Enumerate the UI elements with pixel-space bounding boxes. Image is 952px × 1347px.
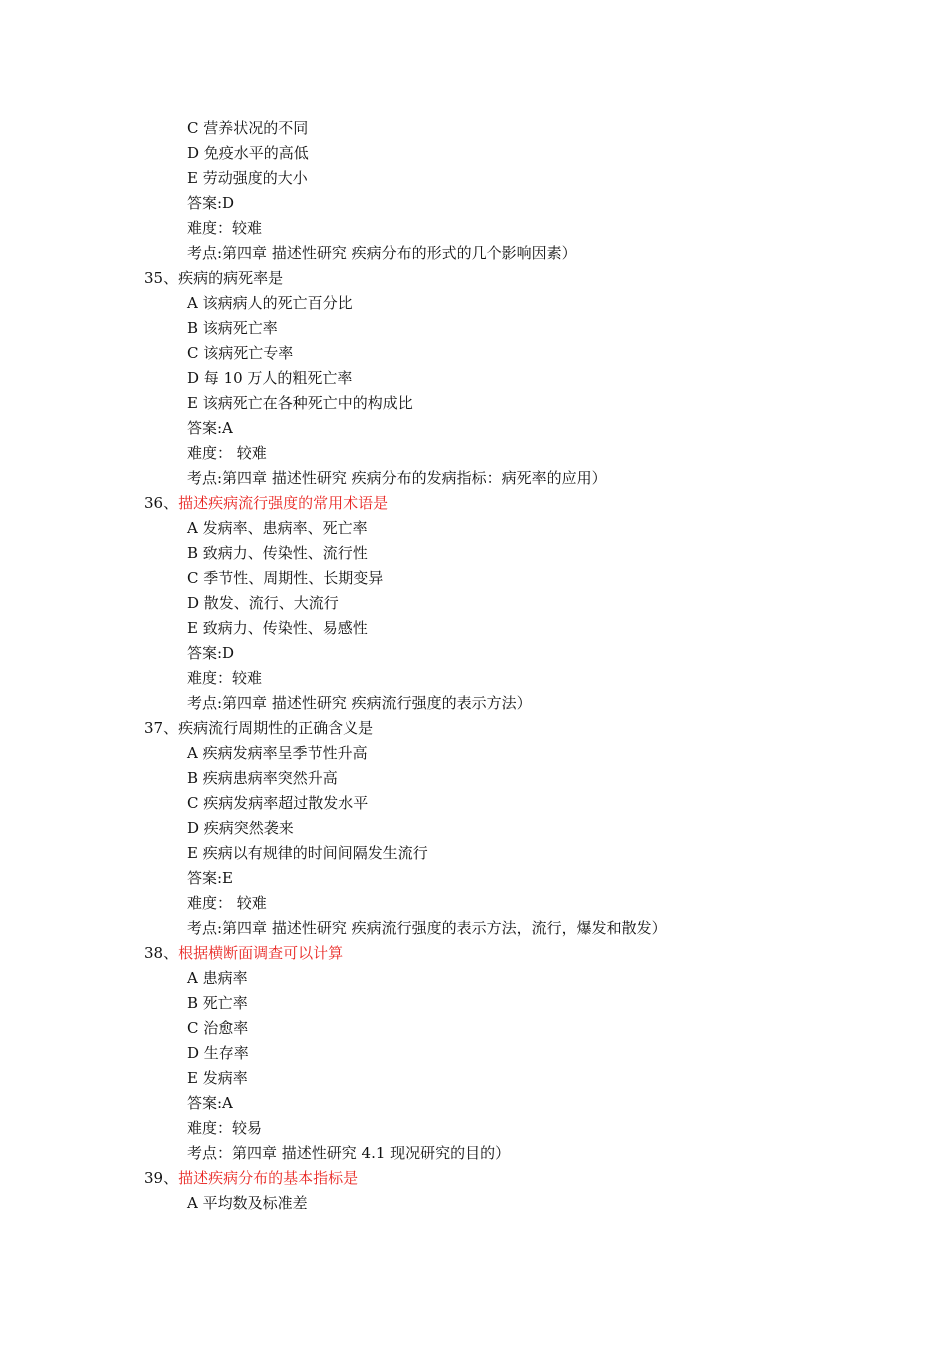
option-line: C 疾病发病率超过散发水平: [187, 794, 369, 812]
question-stem: [0, 941, 952, 966]
question-stem: [0, 716, 952, 741]
exam-point-line: 考点:第四章 描述性研究 疾病流行强度的表示方法）: [187, 694, 532, 712]
option-line: A 平均数及标准差: [187, 1194, 308, 1212]
question-number: 38、: [144, 944, 179, 962]
option-line: B 致病力、传染性、流行性: [187, 544, 368, 562]
question-38: [0, 941, 952, 1166]
question-text: 疾病流行周期性的正确含义是: [178, 719, 374, 737]
option-line: D 免疫水平的高低: [187, 144, 309, 162]
question-stem: [0, 491, 952, 516]
question-37: [0, 716, 952, 941]
question-number: 39、: [144, 1169, 179, 1187]
option-line: D 每 10 万人的粗死亡率: [187, 369, 353, 387]
exam-point-line: 考点:第四章 描述性研究 疾病流行强度的表示方法，流行，爆发和散发）: [187, 919, 667, 937]
question-text-highlighted: 根据横断面调查可以计算: [178, 944, 344, 962]
question-34-tail: [0, 116, 952, 266]
exam-point-line: 考点:第四章 描述性研究 疾病分布的形式的几个影响因素）: [187, 244, 577, 262]
option-line: A 发病率、患病率、死亡率: [187, 519, 368, 537]
option-line: E 劳动强度的大小: [187, 169, 308, 187]
difficulty-line: 难度： 较难: [187, 894, 267, 912]
difficulty-line: 难度： 较难: [187, 444, 267, 462]
question-35: [0, 266, 952, 491]
difficulty-line: 难度：较难: [187, 669, 263, 687]
question-36: [0, 491, 952, 716]
answer-line: 答案:D: [187, 194, 235, 212]
question-stem: [0, 266, 952, 291]
option-line: A 患病率: [187, 969, 248, 987]
option-line: D 生存率: [187, 1044, 249, 1062]
option-line: A 疾病发病率呈季节性升高: [187, 744, 368, 762]
question-text: 疾病的病死率是: [178, 269, 284, 287]
question-text-highlighted: 描述疾病分布的基本指标是: [178, 1169, 359, 1187]
option-line: C 治愈率: [187, 1019, 249, 1037]
question-number: 37、: [144, 719, 179, 737]
question-text-highlighted: 描述疾病流行强度的常用术语是: [178, 494, 389, 512]
option-line: B 死亡率: [187, 994, 248, 1012]
question-number: 36、: [144, 494, 179, 512]
option-line: E 该病死亡在各种死亡中的构成比: [187, 394, 413, 412]
option-line: C 该病死亡专率: [187, 344, 294, 362]
answer-line: 答案:E: [187, 869, 234, 887]
question-number: 35、: [144, 269, 179, 287]
option-line: C 季节性、周期性、长期变异: [187, 569, 384, 587]
option-line: D 散发、流行、大流行: [187, 594, 339, 612]
answer-line: 答案:D: [187, 644, 235, 662]
exam-point-line: 考点：第四章 描述性研究 4.1 现况研究的目的）: [187, 1144, 511, 1162]
option-line: E 致病力、传染性、易感性: [187, 619, 368, 637]
option-line: E 疾病以有规律的时间间隔发生流行: [187, 844, 428, 862]
option-line: B 疾病患病率突然升高: [187, 769, 338, 787]
question-39: [0, 1166, 952, 1216]
difficulty-line: 难度：较难: [187, 219, 263, 237]
question-stem: [0, 1166, 952, 1191]
answer-line: 答案:A: [187, 1094, 233, 1112]
option-line: B 该病死亡率: [187, 319, 278, 337]
option-line: C 营养状况的不同: [187, 119, 309, 137]
option-line: D 疾病突然袭来: [187, 819, 294, 837]
difficulty-line: 难度：较易: [187, 1119, 263, 1137]
option-line: E 发病率: [187, 1069, 248, 1087]
option-line: A 该病病人的死亡百分比: [187, 294, 353, 312]
answer-line: 答案:A: [187, 419, 233, 437]
exam-point-line: 考点:第四章 描述性研究 疾病分布的发病指标：病死率的应用）: [187, 469, 607, 487]
